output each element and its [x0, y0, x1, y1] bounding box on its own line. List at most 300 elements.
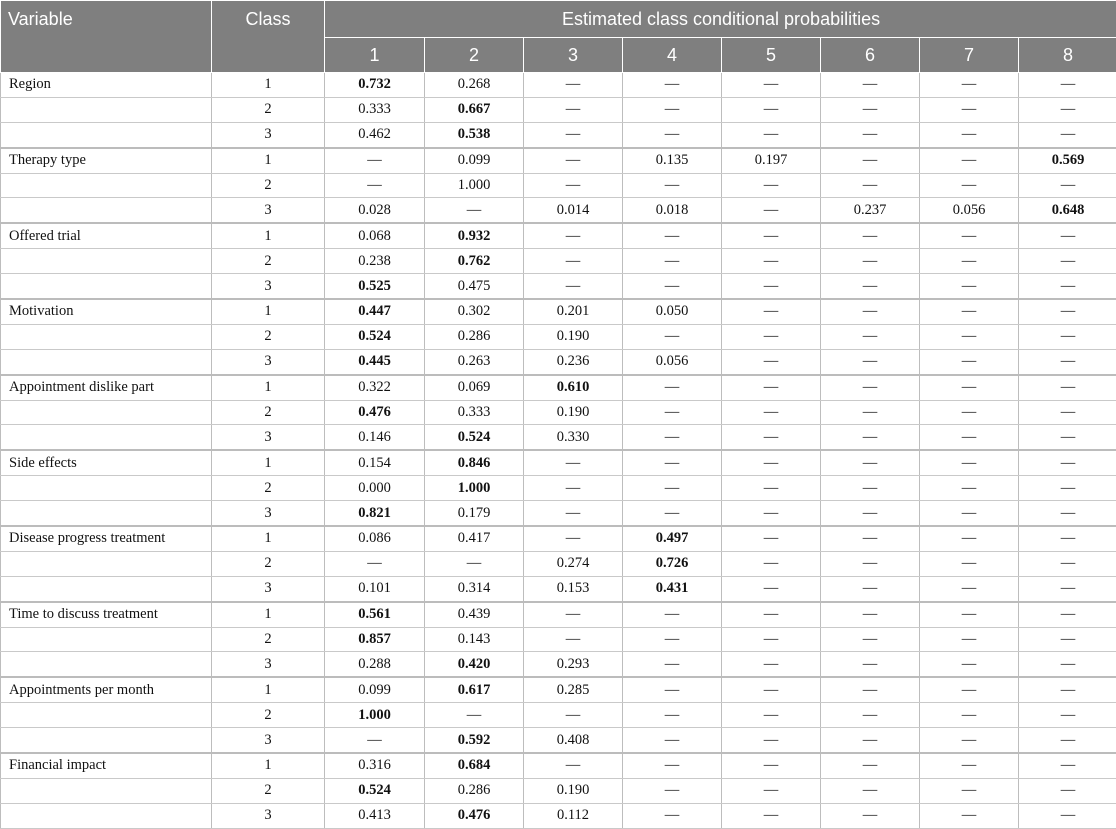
probability-cell: — — [722, 501, 821, 526]
probability-cell: — — [425, 703, 524, 728]
probability-cell: 0.069 — [425, 375, 524, 400]
class-cell: 2 — [212, 400, 325, 425]
probability-cell: — — [920, 97, 1019, 122]
probability-cell: 0.846 — [425, 450, 524, 475]
probability-cell: 0.314 — [425, 576, 524, 601]
probability-cell: 0.112 — [524, 803, 623, 828]
probability-cell: — — [425, 198, 524, 223]
probability-cell: — — [722, 375, 821, 400]
probability-cell: 0.286 — [425, 324, 524, 349]
class-cell: 2 — [212, 173, 325, 198]
probability-cell: 0.201 — [524, 299, 623, 324]
probability-cell: — — [524, 173, 623, 198]
probability-cell: — — [920, 526, 1019, 551]
table-row — [1, 97, 1116, 122]
probability-cell: 0.330 — [524, 425, 623, 450]
class-cell: 3 — [212, 501, 325, 526]
table-row — [1, 627, 1116, 652]
header-column-5: 5 — [722, 38, 821, 73]
probability-cell: — — [722, 299, 821, 324]
table-row — [1, 274, 1116, 299]
class-cell: 3 — [212, 576, 325, 601]
probability-cell: — — [524, 501, 623, 526]
probability-cell: 0.014 — [524, 198, 623, 223]
probability-cell: — — [1019, 602, 1116, 627]
probability-cell: — — [524, 450, 623, 475]
probability-cell: 0.154 — [325, 450, 425, 475]
probability-cell: — — [1019, 753, 1116, 778]
probability-cell: — — [1019, 425, 1116, 450]
probability-cell: — — [1019, 299, 1116, 324]
table-row — [1, 73, 1116, 98]
probability-cell: — — [623, 274, 722, 299]
probability-cell: — — [920, 703, 1019, 728]
probability-cell: — — [325, 728, 425, 753]
probability-cell: — — [623, 97, 722, 122]
probability-cell: 0.068 — [325, 223, 425, 248]
probability-cell: 0.238 — [325, 249, 425, 274]
probability-cell: — — [920, 148, 1019, 173]
probability-cell: — — [821, 97, 920, 122]
probability-cell: 0.420 — [425, 652, 524, 677]
variable-cell — [1, 627, 212, 652]
variable-cell — [1, 576, 212, 601]
table-row — [1, 450, 1116, 475]
probability-cell: 0.153 — [524, 576, 623, 601]
probability-cell: — — [1019, 703, 1116, 728]
probability-cell: — — [722, 73, 821, 98]
probability-cell: 0.190 — [524, 400, 623, 425]
header-class: Class — [212, 1, 325, 73]
probability-cell: — — [920, 476, 1019, 501]
probability-cell: — — [722, 753, 821, 778]
probability-cell: 0.617 — [425, 677, 524, 702]
probability-cell: 0.476 — [425, 803, 524, 828]
probability-cell: — — [1019, 728, 1116, 753]
probability-cell: — — [821, 400, 920, 425]
probability-cell: — — [623, 122, 722, 147]
probability-cell: — — [1019, 274, 1116, 299]
probability-cell: — — [821, 425, 920, 450]
probability-cell: — — [722, 778, 821, 803]
probability-cell: 0.322 — [325, 375, 425, 400]
probability-cell: 0.445 — [325, 349, 425, 374]
variable-cell: Appointment dislike part — [1, 375, 212, 400]
probability-cell: — — [821, 122, 920, 147]
class-cell: 1 — [212, 526, 325, 551]
probability-cell: — — [1019, 526, 1116, 551]
probability-cell: — — [920, 249, 1019, 274]
probability-cell: — — [1019, 450, 1116, 475]
table-row — [1, 728, 1116, 753]
probability-cell: — — [821, 299, 920, 324]
probability-cell: — — [722, 349, 821, 374]
probability-cell: 0.475 — [425, 274, 524, 299]
probability-cell: 0.237 — [821, 198, 920, 223]
probability-cell: — — [920, 324, 1019, 349]
table-row — [1, 602, 1116, 627]
table-row — [1, 526, 1116, 551]
probability-cell: — — [1019, 803, 1116, 828]
probability-cell: — — [524, 274, 623, 299]
variable-cell — [1, 249, 212, 274]
probability-cell: 0.101 — [325, 576, 425, 601]
header-column-6: 6 — [821, 38, 920, 73]
probability-cell: — — [821, 753, 920, 778]
probability-cell: — — [821, 652, 920, 677]
probability-cell: 0.018 — [623, 198, 722, 223]
probability-cell: — — [623, 375, 722, 400]
variable-cell — [1, 778, 212, 803]
class-cell: 1 — [212, 753, 325, 778]
probability-cell: — — [821, 476, 920, 501]
probability-cell: — — [623, 677, 722, 702]
probability-cell: — — [920, 375, 1019, 400]
table-row — [1, 753, 1116, 778]
probability-cell: 0.610 — [524, 375, 623, 400]
probability-cell: — — [722, 122, 821, 147]
probability-cell: — — [623, 728, 722, 753]
probability-cell: — — [1019, 249, 1116, 274]
probability-cell: — — [920, 400, 1019, 425]
probability-cell: — — [920, 122, 1019, 147]
probability-cell: 0.648 — [1019, 198, 1116, 223]
table-row — [1, 173, 1116, 198]
variable-cell — [1, 324, 212, 349]
probability-cell: — — [623, 627, 722, 652]
probability-cell: 0.684 — [425, 753, 524, 778]
probability-cell: — — [1019, 627, 1116, 652]
table-row — [1, 803, 1116, 828]
probability-cell: — — [623, 73, 722, 98]
probability-cell: — — [1019, 576, 1116, 601]
probability-cell: — — [1019, 501, 1116, 526]
probability-cell: 0.285 — [524, 677, 623, 702]
probability-cell: 0.274 — [524, 551, 623, 576]
probability-cell: 0.333 — [425, 400, 524, 425]
class-cell: 3 — [212, 122, 325, 147]
probability-cell: — — [821, 324, 920, 349]
variable-cell — [1, 274, 212, 299]
class-cell: 3 — [212, 728, 325, 753]
probability-cell: 0.293 — [524, 652, 623, 677]
class-cell: 2 — [212, 627, 325, 652]
probability-cell: — — [821, 501, 920, 526]
probability-cell: — — [920, 652, 1019, 677]
probability-cell: — — [722, 476, 821, 501]
variable-cell: Motivation — [1, 299, 212, 324]
probability-cell: 0.431 — [623, 576, 722, 601]
probability-cell: 0.143 — [425, 627, 524, 652]
probability-cell: 0.525 — [325, 274, 425, 299]
probability-cell: — — [623, 450, 722, 475]
probability-cell: — — [821, 551, 920, 576]
probability-cell: — — [722, 803, 821, 828]
probability-cell: — — [623, 652, 722, 677]
class-cell: 1 — [212, 148, 325, 173]
variable-cell: Region — [1, 73, 212, 98]
probability-cell: — — [524, 526, 623, 551]
class-cell: 3 — [212, 198, 325, 223]
probability-cell: — — [623, 803, 722, 828]
probability-cell: 0.288 — [325, 652, 425, 677]
probability-cell: — — [821, 375, 920, 400]
probability-cell: — — [1019, 652, 1116, 677]
probability-cell: — — [722, 324, 821, 349]
variable-cell: Side effects — [1, 450, 212, 475]
probability-cell: 0.726 — [623, 551, 722, 576]
probability-cell: — — [821, 173, 920, 198]
probability-cell: 0.524 — [325, 324, 425, 349]
variable-cell — [1, 97, 212, 122]
probability-cell: 0.497 — [623, 526, 722, 551]
probability-cell: 0.028 — [325, 198, 425, 223]
class-cell: 3 — [212, 803, 325, 828]
probability-cell: — — [920, 299, 1019, 324]
probability-cell: 0.236 — [524, 349, 623, 374]
variable-cell: Therapy type — [1, 148, 212, 173]
probability-cell: 0.413 — [325, 803, 425, 828]
class-cell: 1 — [212, 450, 325, 475]
probability-cell: — — [425, 551, 524, 576]
table-row — [1, 400, 1116, 425]
variable-cell: Disease progress treatment — [1, 526, 212, 551]
probability-cell: — — [524, 753, 623, 778]
probability-cell: — — [1019, 122, 1116, 147]
probability-cell: — — [1019, 349, 1116, 374]
probability-cell: 0.268 — [425, 73, 524, 98]
class-cell: 1 — [212, 677, 325, 702]
probability-cell: — — [1019, 400, 1116, 425]
probability-cell: — — [821, 602, 920, 627]
table-row — [1, 198, 1116, 223]
class-cell: 2 — [212, 249, 325, 274]
probability-cell: — — [623, 173, 722, 198]
table-row — [1, 551, 1116, 576]
table-row — [1, 324, 1116, 349]
probability-cell: — — [920, 173, 1019, 198]
header-column-8: 8 — [1019, 38, 1116, 73]
probability-cell: 0.732 — [325, 73, 425, 98]
probability-cell: — — [920, 450, 1019, 475]
probability-cell: — — [722, 551, 821, 576]
probability-cell: — — [623, 476, 722, 501]
probability-cell: — — [920, 778, 1019, 803]
probability-cell: — — [623, 501, 722, 526]
table-row — [1, 223, 1116, 248]
table-body — [1, 73, 1116, 829]
probability-cell: — — [722, 728, 821, 753]
probability-cell: 0.179 — [425, 501, 524, 526]
probability-cell: 0.462 — [325, 122, 425, 147]
probability-cell: 0.316 — [325, 753, 425, 778]
table-row — [1, 476, 1116, 501]
probability-cell: 1.000 — [325, 703, 425, 728]
probability-cell: — — [722, 526, 821, 551]
table-row — [1, 375, 1116, 400]
probability-cell: — — [920, 425, 1019, 450]
probability-cell: — — [623, 249, 722, 274]
probability-cell: — — [325, 551, 425, 576]
class-cell: 1 — [212, 299, 325, 324]
table-row — [1, 299, 1116, 324]
probability-cell: 0.524 — [325, 778, 425, 803]
probability-cell: 0.857 — [325, 627, 425, 652]
header-column-3: 3 — [524, 38, 623, 73]
table-row — [1, 148, 1116, 173]
class-cell: 3 — [212, 425, 325, 450]
probability-cell: — — [722, 223, 821, 248]
table-row — [1, 576, 1116, 601]
variable-cell — [1, 476, 212, 501]
probability-cell: 1.000 — [425, 173, 524, 198]
probability-cell: 0.146 — [325, 425, 425, 450]
variable-cell: Appointments per month — [1, 677, 212, 702]
variable-cell — [1, 425, 212, 450]
header-column-2: 2 — [425, 38, 524, 73]
probability-cell: — — [1019, 173, 1116, 198]
variable-cell: Financial impact — [1, 753, 212, 778]
probability-cell: — — [821, 249, 920, 274]
probability-cell: 0.476 — [325, 400, 425, 425]
class-cell: 2 — [212, 778, 325, 803]
probability-cell: — — [623, 223, 722, 248]
probability-cell: 0.538 — [425, 122, 524, 147]
probability-cell: — — [920, 73, 1019, 98]
probability-cell: — — [1019, 476, 1116, 501]
table-row — [1, 778, 1116, 803]
probability-cell: — — [623, 400, 722, 425]
probability-cell: — — [722, 703, 821, 728]
probability-cell: 0.099 — [325, 677, 425, 702]
class-cell: 1 — [212, 375, 325, 400]
table-row — [1, 652, 1116, 677]
probability-cell: 0.086 — [325, 526, 425, 551]
probability-cell: — — [821, 223, 920, 248]
header-span-title: Estimated class conditional probabilities — [325, 1, 1116, 38]
probability-cell: 0.263 — [425, 349, 524, 374]
table-row — [1, 249, 1116, 274]
probability-cell: — — [821, 627, 920, 652]
probability-cell: 0.447 — [325, 299, 425, 324]
probability-cell: — — [821, 526, 920, 551]
probability-cell: 0.667 — [425, 97, 524, 122]
probability-cell: — — [1019, 551, 1116, 576]
variable-cell — [1, 703, 212, 728]
class-cell: 3 — [212, 349, 325, 374]
probability-cell: — — [722, 602, 821, 627]
probability-cell: — — [1019, 73, 1116, 98]
probability-cell: — — [623, 324, 722, 349]
probability-cell: — — [524, 148, 623, 173]
probability-cell: — — [722, 249, 821, 274]
probability-cell: — — [722, 576, 821, 601]
probability-cell: — — [722, 173, 821, 198]
probability-cell: — — [325, 148, 425, 173]
header-column-7: 7 — [920, 38, 1019, 73]
probability-cell: — — [821, 73, 920, 98]
variable-cell — [1, 198, 212, 223]
probability-cell: — — [722, 652, 821, 677]
probability-cell: 0.408 — [524, 728, 623, 753]
probability-cell: — — [325, 173, 425, 198]
probability-cell: 0.190 — [524, 324, 623, 349]
probability-cell: — — [920, 551, 1019, 576]
probability-cell: 0.439 — [425, 602, 524, 627]
probability-cell: — — [524, 73, 623, 98]
header-variable: Variable — [1, 1, 212, 73]
class-cell: 3 — [212, 274, 325, 299]
table-row — [1, 703, 1116, 728]
probability-cell: 0.592 — [425, 728, 524, 753]
probability-cell: — — [722, 274, 821, 299]
probability-cell: — — [821, 148, 920, 173]
probability-cell: 0.056 — [623, 349, 722, 374]
class-cell: 2 — [212, 476, 325, 501]
table-row — [1, 501, 1116, 526]
probability-cell: — — [1019, 677, 1116, 702]
class-cell: 1 — [212, 73, 325, 98]
probability-cell: 0.932 — [425, 223, 524, 248]
probability-cell: — — [722, 425, 821, 450]
probability-cell: — — [623, 753, 722, 778]
table-header — [1, 1, 1116, 73]
probability-cell: — — [821, 450, 920, 475]
class-cell: 2 — [212, 324, 325, 349]
probability-cell: — — [821, 778, 920, 803]
probability-cell: — — [524, 122, 623, 147]
class-cell: 2 — [212, 97, 325, 122]
probability-cell: — — [722, 627, 821, 652]
class-cell: 1 — [212, 223, 325, 248]
table-row — [1, 425, 1116, 450]
probability-cell: — — [920, 576, 1019, 601]
probability-cell: — — [623, 778, 722, 803]
probability-cell: — — [1019, 375, 1116, 400]
probability-cell: — — [722, 198, 821, 223]
probability-cell: — — [1019, 324, 1116, 349]
variable-cell — [1, 173, 212, 198]
variable-cell — [1, 803, 212, 828]
variable-cell — [1, 400, 212, 425]
header-column-4: 4 — [623, 38, 722, 73]
probability-cell: — — [821, 703, 920, 728]
probability-cell: 0.333 — [325, 97, 425, 122]
probability-cell: — — [722, 450, 821, 475]
probability-cell: 0.821 — [325, 501, 425, 526]
variable-cell — [1, 728, 212, 753]
probability-cell: — — [920, 349, 1019, 374]
probability-cell: — — [920, 501, 1019, 526]
variable-cell — [1, 122, 212, 147]
probability-cell: 0.286 — [425, 778, 524, 803]
probability-cell: — — [920, 753, 1019, 778]
table-row — [1, 677, 1116, 702]
probability-cell: — — [821, 576, 920, 601]
probability-cell: — — [1019, 223, 1116, 248]
probability-cell: 0.056 — [920, 198, 1019, 223]
probability-cell: — — [524, 249, 623, 274]
table-row — [1, 349, 1116, 374]
probability-cell: — — [722, 677, 821, 702]
class-cell: 3 — [212, 652, 325, 677]
probability-cell: — — [920, 627, 1019, 652]
probability-cell: — — [920, 677, 1019, 702]
probability-cell: — — [722, 400, 821, 425]
table-row — [1, 122, 1116, 147]
probability-cell: 0.099 — [425, 148, 524, 173]
probability-cell: — — [821, 728, 920, 753]
